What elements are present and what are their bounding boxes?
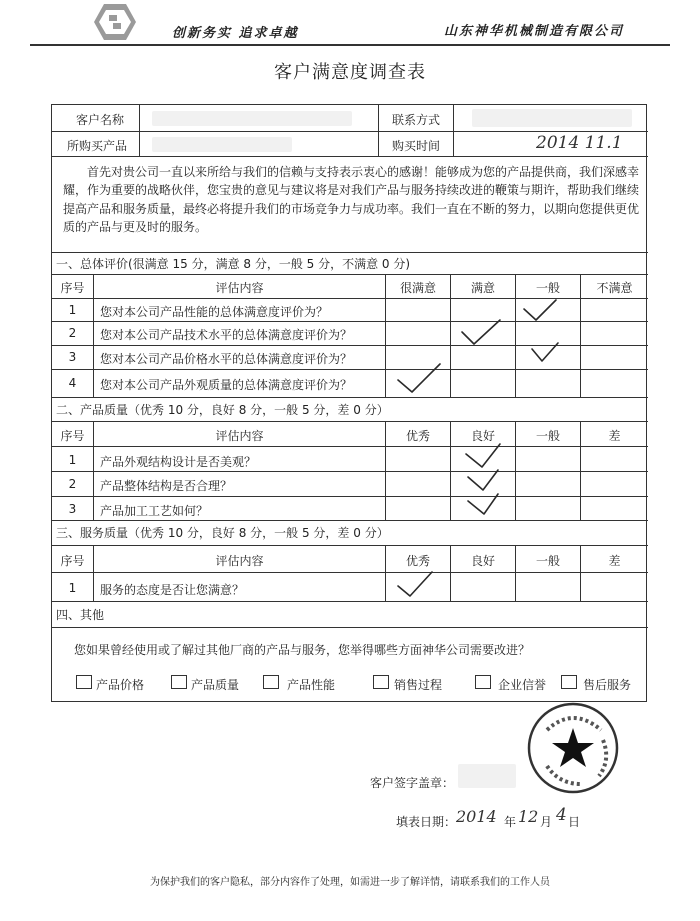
customer-name-label: 客户名称 <box>76 113 125 127</box>
divider <box>52 274 648 275</box>
row-question: 您对本公司产品技术水平的总体满意度评价为？ <box>100 328 353 342</box>
divider <box>52 627 648 628</box>
divider <box>52 572 648 573</box>
company-seal-stamp <box>525 700 621 796</box>
divider <box>52 345 648 346</box>
col-header-excellent: 优秀 <box>405 554 430 568</box>
checkbox-sales-process[interactable] <box>373 675 389 689</box>
date-month[interactable]: 12 <box>518 807 539 826</box>
slogan: 创新务实 追求卓越 <box>172 26 299 41</box>
divider <box>52 496 648 497</box>
checkbox-quality[interactable] <box>171 675 187 689</box>
row-no: 2 <box>68 477 77 491</box>
divider <box>139 105 140 156</box>
page-title: 客户满意度调查表 <box>274 62 426 83</box>
section2-title: 二、产品质量（优秀 10 分，良好 8 分，一般 5 分，差 0 分） <box>56 403 389 417</box>
date-year-char: 年 <box>504 815 517 829</box>
product-label: 所购买产品 <box>67 139 128 153</box>
row-question: 您对本公司产品性能的总体满意度评价为？ <box>100 305 329 319</box>
signature-field[interactable] <box>458 764 516 788</box>
col-header-good: 良好 <box>470 429 495 443</box>
date-month-char: 月 <box>540 815 553 829</box>
section4-title: 四、其他 <box>56 608 105 622</box>
row-no: 3 <box>68 502 77 516</box>
row-no: 2 <box>68 326 77 340</box>
divider <box>52 397 648 398</box>
checkbox-reputation[interactable] <box>475 675 491 689</box>
survey-form <box>51 104 647 702</box>
col-header-no: 序号 <box>60 429 85 443</box>
option-label: 产品性能 <box>287 678 336 692</box>
col-header-excellent: 优秀 <box>405 429 430 443</box>
row-question: 产品外观结构设计是否美观？ <box>100 455 257 469</box>
header-divider <box>30 44 670 46</box>
signature-label: 客户签字盖章： <box>370 776 455 790</box>
row-no: 4 <box>68 376 77 390</box>
divider <box>52 131 648 132</box>
col-header-dissatisfied: 不满意 <box>596 281 633 295</box>
purchase-time-value[interactable]: 2014 11.1 <box>536 133 623 153</box>
option-label: 企业信誉 <box>498 678 547 692</box>
divider <box>52 520 648 521</box>
date-day-char: 日 <box>568 815 581 829</box>
col-header-no: 序号 <box>60 554 85 568</box>
checkbox-price[interactable] <box>76 675 92 689</box>
intro-paragraph: 首先对贵公司一直以来所给与我们的信赖与支持表示衷心的感谢！能够成为您的产品提供商，我们深感幸耀，作为重要的战略伙伴，您宝贵的意见与建议将是对我们产品与服务持续改进的鞭策与期许，帮助我们继续提高产品和服务质量，最终必将提升我们的市场竞争力与成功率。我们一直在不断的努力，以期向您提供更优质的产品与更及时的服务。 <box>63 165 640 234</box>
col-header-average: 一般 <box>535 281 560 295</box>
company-name: 山东神华机械制造有限公司 <box>444 24 625 39</box>
col-header-no: 序号 <box>60 281 85 295</box>
contact-label: 联系方式 <box>392 113 441 127</box>
divider <box>453 105 454 156</box>
row-no: 1 <box>68 581 77 595</box>
customer-name-field[interactable] <box>152 111 352 126</box>
row-question: 服务的态度是否让您满意？ <box>100 583 245 597</box>
divider <box>52 156 648 157</box>
divider <box>52 471 648 472</box>
row-question: 您对本公司产品外观质量的总体满意度评价为？ <box>100 378 353 392</box>
date-day[interactable]: 4 <box>556 805 567 825</box>
divider <box>52 252 648 253</box>
col-header-content: 评估内容 <box>215 429 264 443</box>
product-field[interactable] <box>152 137 292 152</box>
divider <box>52 601 648 602</box>
divider <box>52 321 648 322</box>
date-label: 填表日期： <box>396 815 457 829</box>
purchase-time-label: 购买时间 <box>392 139 441 153</box>
date-year[interactable]: 2014 <box>456 807 497 826</box>
divider <box>52 298 648 299</box>
option-label: 产品价格 <box>96 678 145 692</box>
divider <box>52 545 648 546</box>
checkbox-performance[interactable] <box>263 675 279 689</box>
section1-title: 一、总体评价(很满意 15 分，满意 8 分，一般 5 分，不满意 0 分) <box>56 257 411 271</box>
checkbox-after-sales[interactable] <box>561 675 577 689</box>
col-header-poor: 差 <box>608 554 621 568</box>
company-logo-icon <box>92 2 138 42</box>
divider <box>52 421 648 422</box>
col-header-very-satisfied: 很满意 <box>399 281 436 295</box>
col-header-satisfied: 满意 <box>470 281 495 295</box>
divider <box>378 105 379 156</box>
divider <box>52 446 648 447</box>
row-no: 1 <box>68 453 77 467</box>
col-header-average: 一般 <box>535 429 560 443</box>
option-label: 售后服务 <box>583 678 632 692</box>
divider <box>52 369 648 370</box>
col-header-good: 良好 <box>470 554 495 568</box>
col-header-average: 一般 <box>535 554 560 568</box>
privacy-footer: 为保护我们的客户隐私，部分内容作了处理，如需进一步了解详情，请联系我们的工作人员 <box>150 877 550 888</box>
section3-title: 三、服务质量（优秀 10 分，良好 8 分，一般 5 分，差 0 分） <box>56 526 389 540</box>
col-header-content: 评估内容 <box>215 281 264 295</box>
col-header-content: 评估内容 <box>215 554 264 568</box>
section4-question: 您如果曾经使用或了解过其他厂商的产品与服务，您举得哪些方面神华公司需要改进？ <box>74 643 531 657</box>
col-header-poor: 差 <box>608 429 621 443</box>
row-question: 产品整体结构是否合理？ <box>100 479 233 493</box>
option-label: 产品质量 <box>191 678 240 692</box>
contact-field[interactable] <box>472 109 632 127</box>
row-question: 产品加工工艺如何？ <box>100 504 209 518</box>
row-question: 您对本公司产品价格水平的总体满意度评价为？ <box>100 352 353 366</box>
option-label: 销售过程 <box>394 678 443 692</box>
row-no: 1 <box>68 303 77 317</box>
row-no: 3 <box>68 350 77 364</box>
